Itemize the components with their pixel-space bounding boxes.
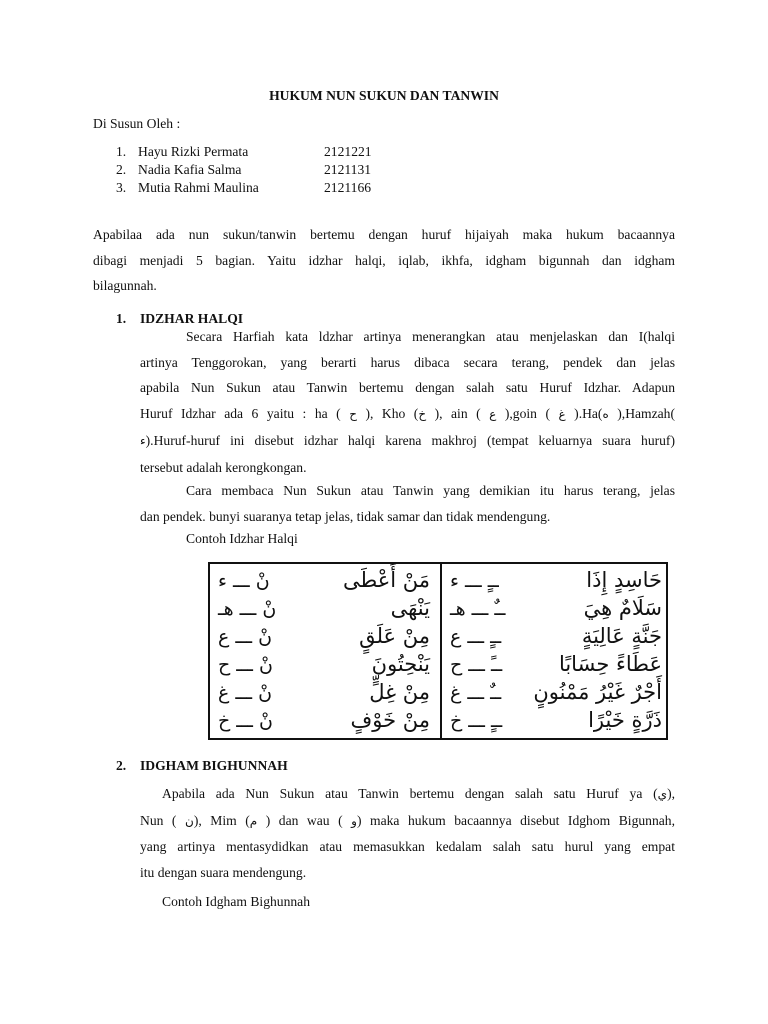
text-line: Apabila ada Nun Sukun atau Tanwin bertemu dengan salah satu Huruf ya (ي), — [162, 786, 675, 801]
section2-paragraph — [140, 781, 675, 886]
example-letters: ــٌ ـــ غ — [450, 682, 502, 704]
text-line: Nun ( ن), Mim (م ) dan wau ( و) maka hukum bacaannya disebut Idghom Bigunnah, — [140, 812, 675, 828]
mim-letter: م — [249, 813, 258, 828]
examples-right-column — [442, 568, 668, 736]
text-line: Cara membaca Nun Sukun atau Tanwin yang demikian itu harus terang, jelas — [186, 483, 675, 498]
example-row — [442, 680, 668, 708]
example-row — [442, 568, 668, 596]
example-word: مِنْ خَوْفٍ — [350, 708, 430, 732]
author-name: Mutia Rahmi Maulina — [138, 180, 259, 195]
ha-letter: ح — [349, 407, 357, 422]
section-number: 1. — [116, 311, 127, 326]
example-row — [210, 596, 436, 624]
example-letters: ــٍ ـــ ء — [450, 570, 499, 592]
text-line: apabila Nun Sukun atau Tanwin bertemu dengan salah satu Huruf Idzhar. Adapun — [140, 380, 675, 396]
example-row — [210, 568, 436, 596]
section-heading: IDZHAR HALQI — [140, 311, 244, 326]
example-row — [210, 708, 436, 736]
intro-line: Apabilaa ada nun sukun/tanwin bertemu dengan huruf hijaiyah maka hukum bacaannya — [93, 227, 675, 242]
example-letters: نْ ـــ هـ — [218, 598, 277, 620]
example-letters: نْ ـــ غ — [218, 682, 273, 704]
text-line: ء).Huruf-huruf ini disebut idzhar halqi karena makhroj (tempat keluarnya suara huruf) — [140, 432, 675, 448]
kho-letter: خ — [418, 407, 427, 422]
example-word: حَاسِدٍ إِذَا — [586, 568, 662, 592]
text-line: Huruf Idzhar ada 6 yaitu : ha ( ح ), Kho (خ ), ain ( ع ),goin ( غ ).Ha(ه ),Hamzah( — [140, 406, 676, 422]
intro-paragraph — [93, 222, 675, 299]
example-letters: ــٍ ـــ خ — [450, 710, 503, 732]
example-caption: Contoh Idzhar Halqi — [186, 531, 298, 546]
example-letters: ــً ـــ ح — [450, 654, 503, 676]
example-letters: نْ ـــ ء — [218, 570, 270, 592]
hamzah-letter: ء — [140, 433, 146, 448]
example-word: مِنْ غِلٍّ — [369, 680, 430, 704]
author-number: 1. — [116, 144, 127, 159]
nun-letter: ن — [185, 813, 194, 828]
text-line: artinya Tenggorokan, yang berarti harus dibaca secara terang, pendek dan jelas — [140, 354, 675, 370]
example-row — [210, 652, 436, 680]
author-number: 3. — [116, 180, 127, 195]
text-line: yang artinya mentasydidkan atau memasukkan kedalam salah satu hurul yang empat — [140, 839, 675, 855]
section1-paragraph-2 — [140, 478, 675, 529]
example-row — [442, 624, 668, 652]
example-word: مِنْ عَلَقٍ — [359, 624, 430, 648]
example-word: جَنَّةٍ عَالِيَةٍ — [581, 624, 662, 648]
example-word: سَلَامٌ هِيَ — [583, 596, 662, 620]
idzhar-examples-box — [208, 562, 668, 740]
text-line: itu dengan suara mendengung. — [140, 865, 307, 881]
example-word: عَطَاءً حِسَابًا — [558, 652, 662, 676]
example-letters: ــٌ ـــ هـ — [450, 598, 506, 620]
example-word: أَجْرٌ غَيْرُ مَمْنُونٍ — [533, 680, 662, 704]
example-letters: نْ ـــ خ — [218, 710, 273, 732]
author-nim: 2121131 — [324, 162, 372, 177]
author-name: Nadia Kafia Salma — [138, 162, 242, 177]
section1-paragraph — [140, 324, 675, 480]
author-nim: 2121221 — [324, 144, 372, 159]
section-heading: IDGHAM BIGHUNNAH — [140, 758, 288, 773]
ya-letter: ي — [657, 787, 668, 801]
text-line: Secara Harfiah kata ldzhar artinya menerangkan atau menjelaskan dan I(halqi — [186, 329, 675, 344]
example-row — [442, 652, 668, 680]
example-word: يَنْحِتُونَ — [371, 652, 430, 676]
examples-left-column — [210, 568, 436, 736]
author-name: Hayu Rizki Permata — [138, 144, 249, 159]
example-letters: نْ ـــ ع — [218, 626, 273, 648]
section-number: 2. — [116, 758, 127, 773]
intro-line: dibagi menjadi 5 bagian. Yaitu idzhar halqi, iqlab, ikhfa, idgham bigunnah dan idgham — [93, 252, 675, 268]
text-line: tersebut adalah kerongkongan. — [140, 459, 307, 475]
intro-line: bilagunnah. — [93, 278, 157, 294]
example-row — [442, 596, 668, 624]
example-word: ذَرَّةٍ خَيْرًا — [588, 708, 662, 732]
author-number: 2. — [116, 162, 127, 177]
example-row — [210, 680, 436, 708]
text-line: dan pendek. bunyi suaranya tetap jelas, tidak samar dan tidak mendengung. — [140, 508, 551, 524]
ain-letter: ع — [489, 407, 497, 422]
example-letters: ــٍ ـــ ع — [450, 626, 502, 648]
goin-letter: غ — [558, 407, 566, 422]
ha2-letter: ه — [602, 407, 609, 422]
byline: Di Susun Oleh : — [93, 116, 181, 131]
example-word: يَنْهَى — [390, 596, 430, 620]
example-row — [210, 624, 436, 652]
document-title: HUKUM NUN SUKUN DAN TANWIN — [269, 88, 499, 103]
example-word: مَنْ أَعْطَى — [342, 568, 430, 592]
example-letters: نْ ـــ ح — [218, 654, 273, 676]
example-caption: Contoh Idgham Bighunnah — [162, 894, 311, 909]
author-nim: 2121166 — [324, 180, 372, 195]
wau-letter: و — [351, 813, 357, 828]
example-row — [442, 708, 668, 736]
